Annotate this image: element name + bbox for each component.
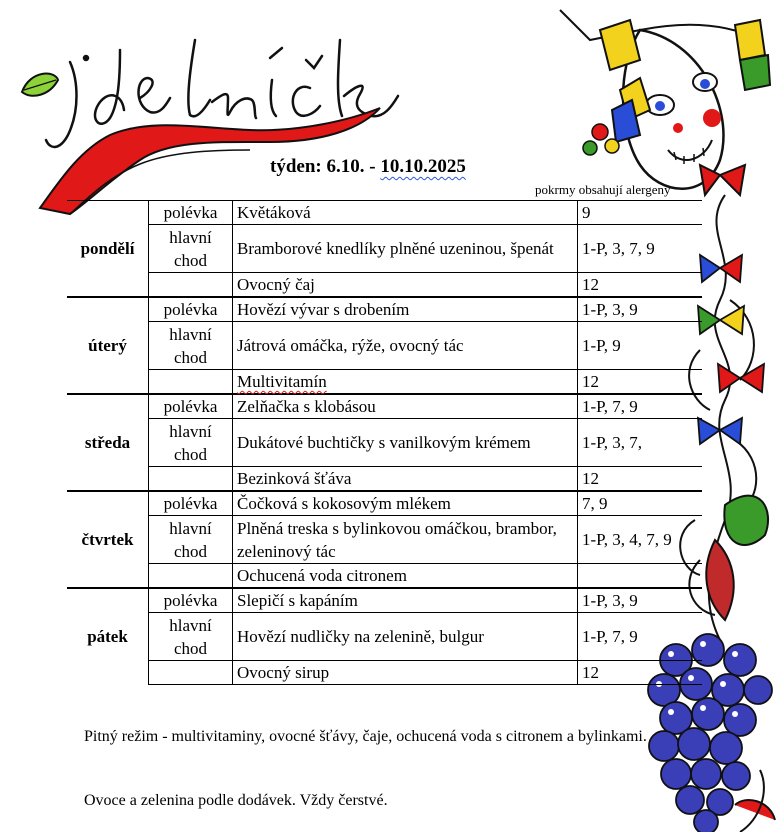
table-row [67,225,702,273]
dish-cell: Květáková [233,201,578,225]
table-row [67,201,702,225]
allergen-cell: 1-P, 3, 9 [578,588,703,613]
table-row [67,370,702,395]
dish-cell: Ovocný sirup [233,661,578,685]
category-cell: hlavní chod [149,225,233,273]
table-row [67,273,702,298]
table-row [67,491,702,516]
dish-cell: Čočková s kokosovým mlékem [233,491,578,516]
dish-cell [233,370,578,395]
allergen-cell [578,564,703,589]
table-row [67,394,702,419]
dish-cell: Plněná treska s bylinkovou omáčkou, brambor, zeleninový tác [233,516,578,564]
day-name: úterý [67,297,149,394]
table-row [67,419,702,467]
menu-table [67,200,702,685]
dish-cell: Játrová omáčka, rýže, ovocný tác [233,322,578,370]
dish-cell: Zelňačka s klobásou [233,394,578,419]
week-range [270,156,466,178]
allergen-cell: 12 [578,661,703,685]
face-illustration [560,10,770,195]
table-row [67,564,702,589]
category-cell: hlavní chod [149,322,233,370]
dish-cell: Bezinková šťáva [233,467,578,492]
category-cell: hlavní chod [149,516,233,564]
allergen-cell: 12 [578,273,703,298]
allergen-cell: 9 [578,201,703,225]
table-row [67,297,702,322]
allergen-cell: 7, 9 [578,491,703,516]
table-row [67,467,702,492]
category-cell: polévka [149,491,233,516]
week-dates: 10.10.2025 [380,156,466,177]
allergen-cell: 1-P, 3, 7, 9 [578,225,703,273]
dish-cell: Ochucená voda citronem [233,564,578,589]
category-cell: polévka [149,588,233,613]
category-cell [149,661,233,685]
category-cell [149,370,233,395]
week-label: týden: 6.10. - [270,156,381,177]
day-name: čtvrtek [67,491,149,588]
day-name: pondělí [67,201,149,298]
table-row [67,613,702,661]
table-row [67,516,702,564]
allergen-cell: 1-P, 3, 7, [578,419,703,467]
category-cell [149,273,233,298]
category-cell: polévka [149,297,233,322]
allergen-cell: 1-P, 7, 9 [578,394,703,419]
category-cell [149,564,233,589]
dish-cell: Ovocný čaj [233,273,578,298]
allergen-cell: 1-P, 7, 9 [578,613,703,661]
category-cell: polévka [149,201,233,225]
allergen-cell: 12 [578,467,703,492]
category-cell: polévka [149,394,233,419]
table-row [67,661,702,685]
allergen-cell: 12 [578,370,703,395]
dish-cell: Dukátové buchtičky s vanilkovým krémem [233,419,578,467]
category-cell: hlavní chod [149,613,233,661]
dish-cell: Bramborové knedlíky plněné uzeninou, špenát [233,225,578,273]
category-cell: hlavní chod [149,419,233,467]
drinking-regime-note: Pitný režim - multivitaminy, ovocné šťávy, čaje, ochucená voda s citronem a bylinkami. [84,728,647,745]
table-row [67,322,702,370]
allergen-cell: 1-P, 3, 9 [578,297,703,322]
dish-cell: Slepičí s kapáním [233,588,578,613]
dish-cell: Hovězí vývar s drobením [233,297,578,322]
dish-text: Multivitamín [237,372,327,391]
allergen-cell: 1-P, 9 [578,322,703,370]
day-name: středa [67,394,149,491]
allergen-cell: 1-P, 3, 4, 7, 9 [578,516,703,564]
day-name: pátek [67,588,149,685]
dish-cell: Hovězí nudličky na zelenině, bulgur [233,613,578,661]
fruit-veg-note: Ovoce a zelenina podle dodávek. Vždy čerstvé. [84,792,388,809]
table-row [67,588,702,613]
category-cell [149,467,233,492]
allergen-header: pokrmy obsahují alergeny [535,182,671,197]
